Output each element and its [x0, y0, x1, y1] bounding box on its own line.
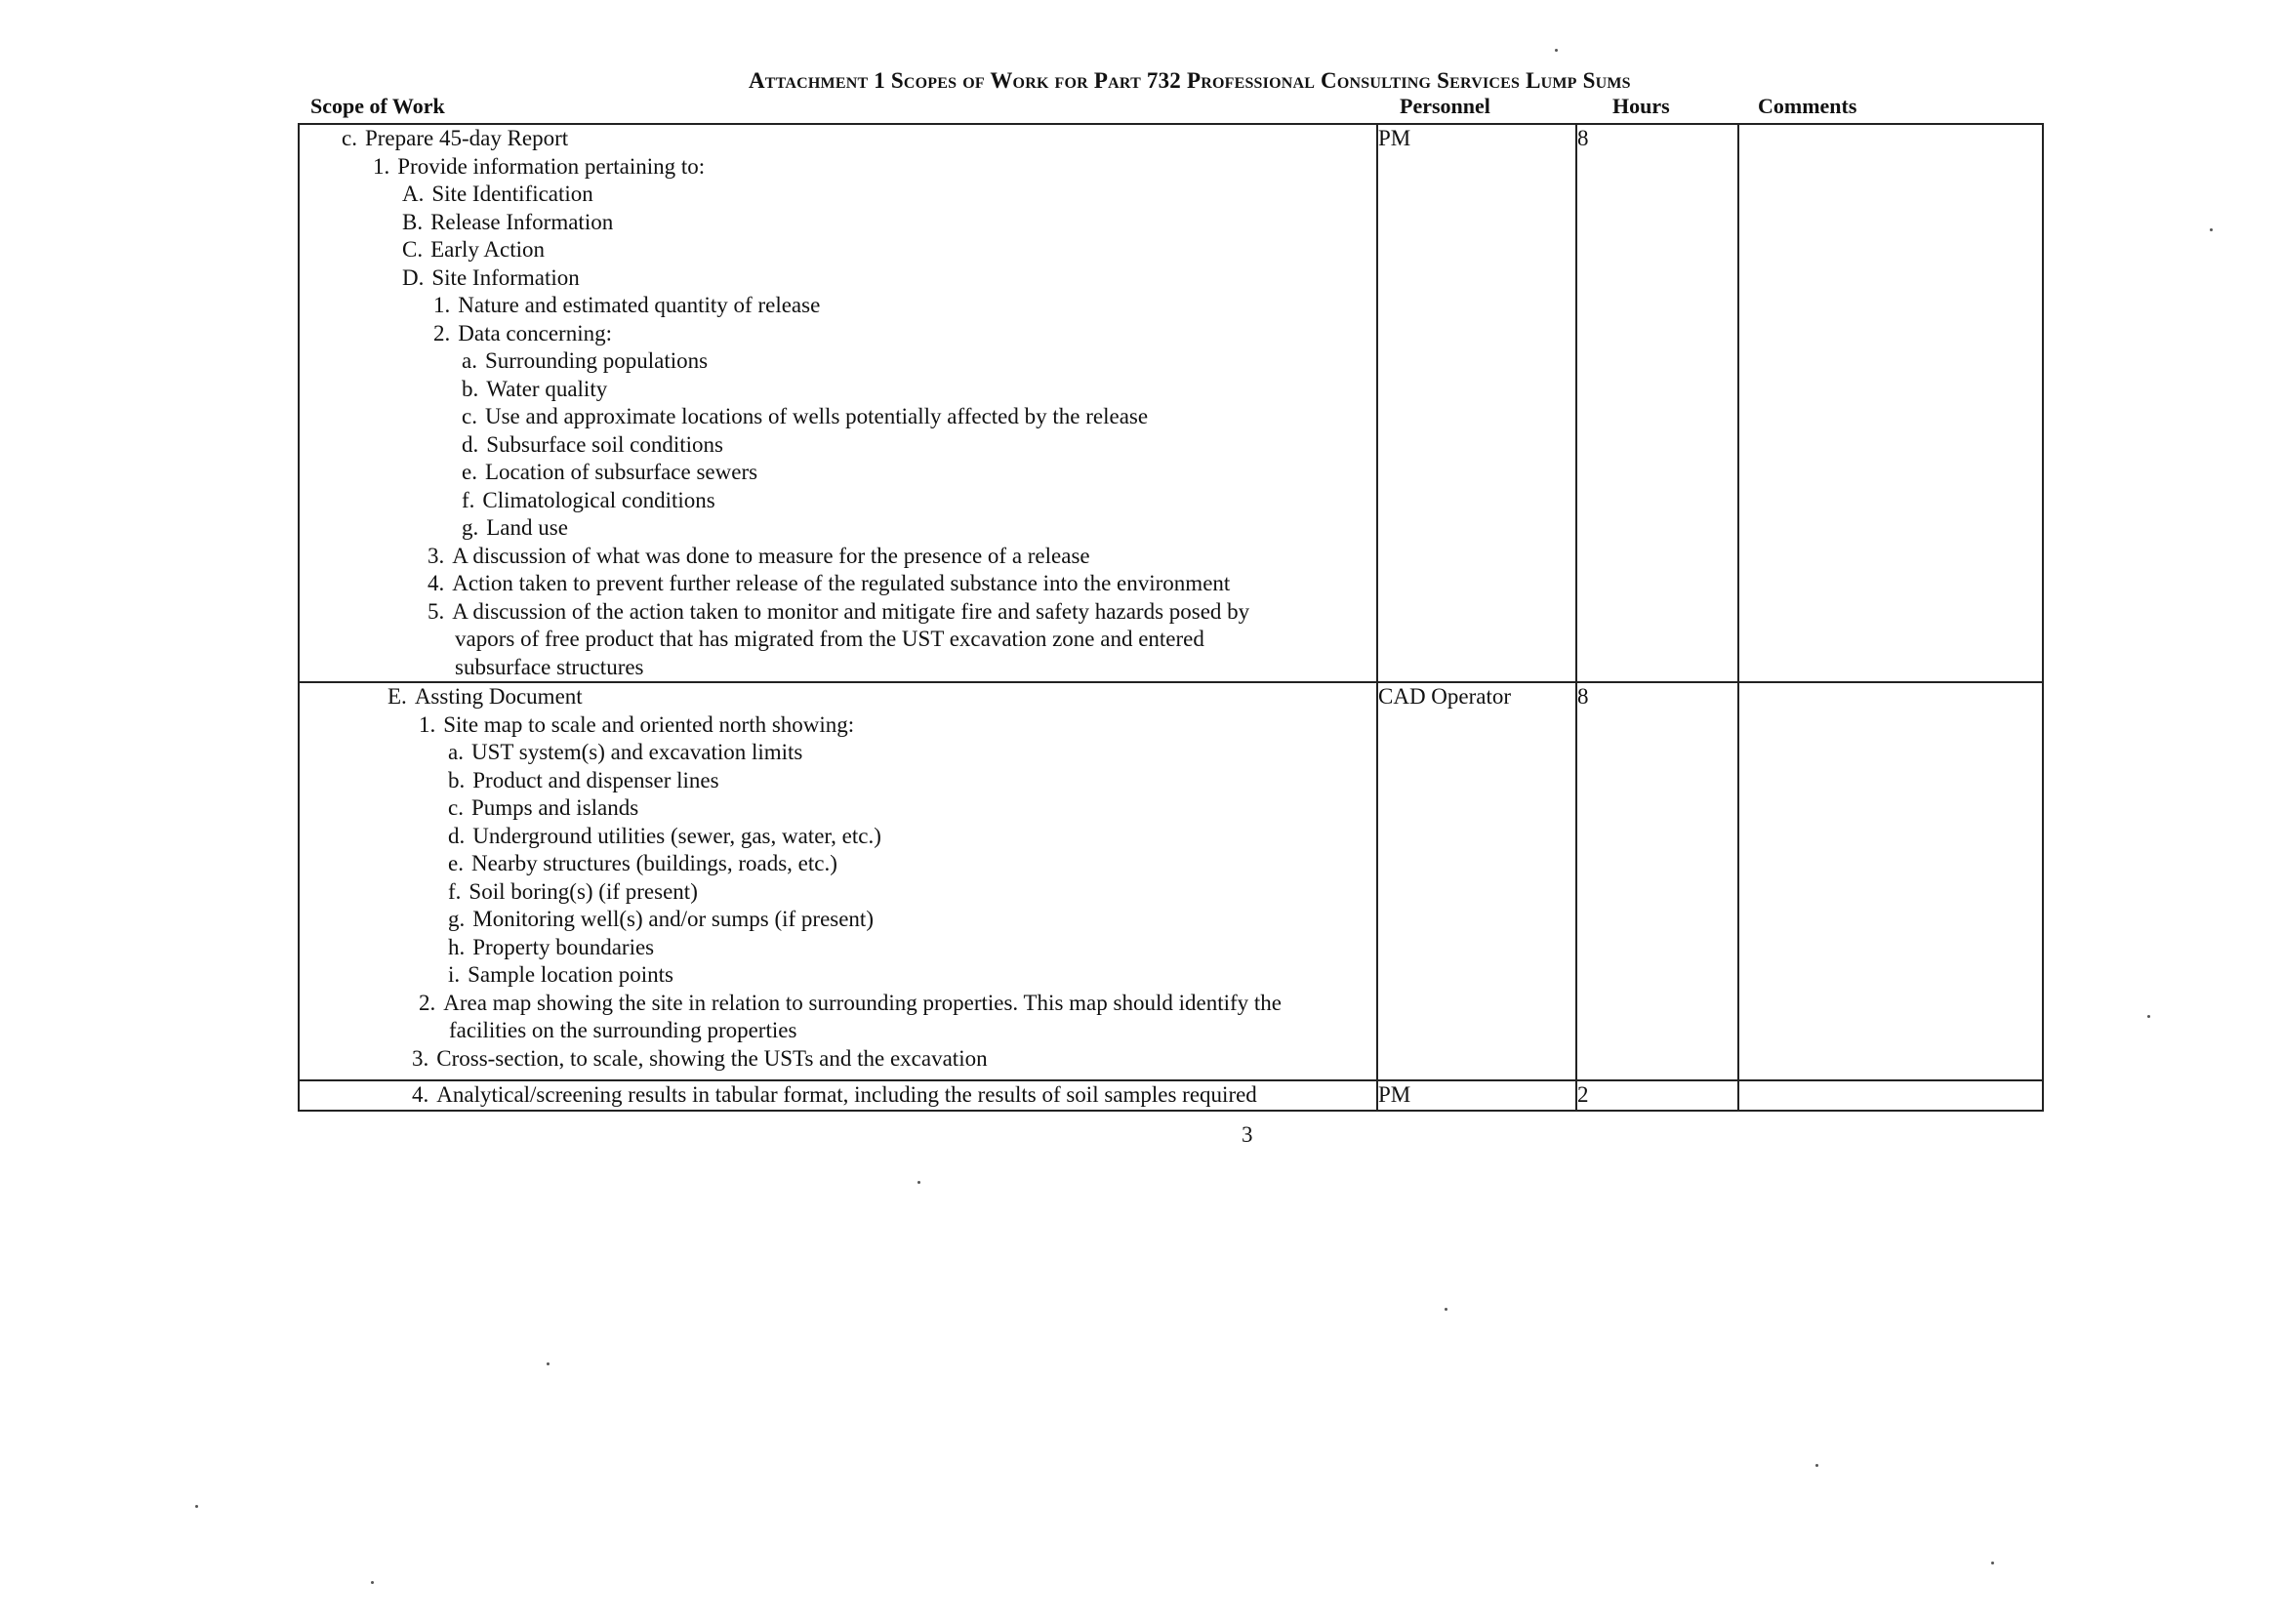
scope-line: d. Underground utilities (sewer, gas, water, etc.)	[448, 823, 881, 848]
scope-line: 1. Site map to scale and oriented north showing:	[419, 711, 855, 737]
scope-line: f. Climatological conditions	[462, 487, 715, 512]
scope-line: 2. Data concerning:	[433, 320, 612, 345]
scope-line: g. Monitoring well(s) and/or sumps (if present)	[448, 907, 874, 931]
personnel-cell: PM	[1377, 124, 1576, 682]
scope-line: D. Site Information	[402, 264, 580, 290]
scope-line: 4. Action taken to prevent further release of the regulated substance into the environment	[428, 571, 1231, 595]
scope-line: E. Assting Document	[387, 684, 583, 709]
scope-line: 2. Area map showing the site in relation to surrounding properties. This map should identify the	[419, 990, 1282, 1015]
scope-line: d. Subsurface soil conditions	[462, 431, 723, 457]
hours-cell: 8	[1576, 124, 1738, 682]
hours-cell: 2	[1576, 1080, 1738, 1111]
column-header-scope: Scope of Work	[310, 94, 445, 118]
scope-cell	[299, 124, 1377, 682]
scope-line: b. Product and dispenser lines	[448, 767, 719, 792]
scope-line: 5. A discussion of the action taken to monitor and mitigate fire and safety hazards posed by	[428, 598, 1250, 624]
scope-line: c. Use and approximate locations of wells potentially affected by the release	[462, 404, 1149, 428]
scan-speck	[1555, 49, 1558, 52]
scope-line: c. Pumps and islands	[448, 795, 639, 820]
scope-line: e. Location of subsurface sewers	[462, 460, 758, 484]
scope-line: 3. Cross-section, to scale, showing the USTs and the excavation	[412, 1045, 988, 1071]
scope-line: a. UST system(s) and excavation limits	[448, 740, 803, 764]
personnel-cell: CAD Operator	[1377, 682, 1576, 1080]
scope-of-work-table	[298, 123, 2044, 1112]
scan-speck	[195, 1505, 198, 1508]
scope-line: i. Sample location points	[448, 962, 673, 987]
scan-speck	[371, 1581, 374, 1584]
scope-line: g. Land use	[462, 515, 568, 540]
personnel-cell: PM	[1377, 1080, 1576, 1111]
document-title: Attachment 1 Scopes of Work for Part 732 Professional Consulting Services Lump Sums	[749, 68, 1631, 93]
scope-line: c. Prepare 45-day Report	[342, 126, 569, 150]
scope-line: b. Water quality	[462, 376, 608, 401]
scope-line: vapors of free product that has migrated from the UST excavation zone and entered	[455, 627, 1204, 651]
scope-line: 4. Analytical/screening results in tabular format, including the results of soil samples required	[412, 1082, 1257, 1107]
table-row	[299, 124, 2043, 682]
table-row	[299, 682, 2043, 1080]
scope-line: e. Nearby structures (buildings, roads, etc.)	[448, 851, 837, 875]
page-number: 3	[1242, 1122, 1253, 1147]
scan-speck	[917, 1181, 920, 1184]
column-header-comments: Comments	[1758, 94, 1857, 118]
scope-line: facilities on the surrounding properties	[449, 1018, 797, 1042]
scope-cell	[299, 1080, 1377, 1111]
scan-speck	[2147, 1015, 2150, 1018]
scope-line: 3. A discussion of what was done to measure for the presence of a release	[428, 543, 1090, 568]
scan-speck	[547, 1362, 550, 1365]
scope-line: f. Soil boring(s) (if present)	[448, 878, 698, 904]
scan-speck	[1815, 1464, 1818, 1467]
hours-cell: 8	[1576, 682, 1738, 1080]
scan-speck	[1445, 1308, 1447, 1311]
scope-line: A. Site Identification	[402, 182, 593, 206]
scan-speck	[2210, 228, 2213, 231]
scope-line: 1. Nature and estimated quantity of release	[433, 293, 821, 317]
scope-cell	[299, 682, 1377, 1080]
scope-line: subsurface structures	[455, 654, 644, 679]
column-header-personnel: Personnel	[1400, 94, 1490, 118]
scope-line: h. Property boundaries	[448, 934, 655, 959]
scope-line: 1. Provide information pertaining to:	[373, 153, 706, 179]
comments-cell	[1738, 124, 2043, 682]
column-header-hours: Hours	[1612, 94, 1670, 118]
scope-line: a. Surrounding populations	[462, 348, 709, 373]
table-row	[299, 1080, 2043, 1111]
scope-line: B. Release Information	[402, 209, 614, 234]
comments-cell	[1738, 1080, 2043, 1111]
comments-cell	[1738, 682, 2043, 1080]
scope-line: C. Early Action	[402, 237, 545, 262]
scan-speck	[1991, 1562, 1994, 1564]
